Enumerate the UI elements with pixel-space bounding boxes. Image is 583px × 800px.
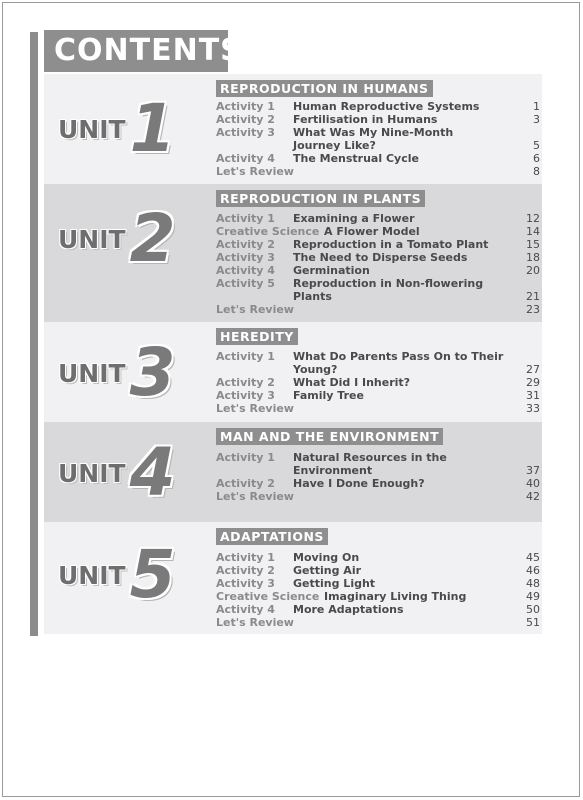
toc-entry[interactable] [216,126,540,152]
unit-number: 5 [129,536,176,613]
unit-label [58,334,176,411]
left-accent-bar [30,32,38,636]
toc-entry[interactable] [216,152,540,165]
page-title: CONTENTS [44,30,228,72]
unit-label [58,90,176,167]
unit-entries [216,551,540,629]
entry-title-line: Environment [293,464,373,477]
toc-entry[interactable] [216,113,540,126]
entry-label: Let's Review [216,303,294,316]
entry-label: Activity 2 [216,238,275,251]
unit-number: 1 [129,90,176,167]
unit-word: UNIT [58,224,126,254]
entry-title [293,477,522,490]
entry-label: Activity 2 [216,113,275,126]
entry-page-number: 50 [526,603,540,616]
entry-title [293,264,522,277]
toc-entry[interactable] [216,225,540,238]
toc-entry[interactable] [216,389,540,402]
entry-page-number: 15 [526,238,540,251]
unit-title: MAN AND THE ENVIRONMENT [216,428,443,445]
entry-title-line: A Flower Model [324,225,420,238]
entry-title [293,126,522,152]
entry-page-number: 37 [526,464,540,477]
entry-title [293,389,522,402]
entry-page-number: 42 [526,490,540,503]
entry-label: Creative Science [216,590,320,603]
unit-title: ADAPTATIONS [216,528,328,545]
toc-entry[interactable] [216,490,540,503]
entry-page-number: 1 [533,100,540,113]
entry-label: Let's Review [216,490,294,503]
entry-label: Let's Review [216,616,294,629]
unit-3-section [44,322,542,422]
unit-number: 4 [129,434,176,511]
entry-title [293,113,522,126]
entry-title-line: Fertilisation in Humans [293,113,438,126]
entry-page-number: 6 [533,152,540,165]
entry-label: Activity 1 [216,212,275,225]
entry-page-number: 3 [533,113,540,126]
entry-title [293,603,522,616]
entry-title-line: Plants [293,290,332,303]
unit-label [58,434,176,511]
unit-number: 2 [129,200,176,277]
entry-title [293,212,522,225]
entry-page-number: 46 [526,564,540,577]
entry-title [324,225,522,238]
entry-title-line: Getting Light [293,577,376,590]
entry-label: Activity 3 [216,577,275,590]
entry-label: Creative Science [216,225,320,238]
entry-title [293,100,522,113]
entry-page-number: 20 [526,264,540,277]
entry-label: Let's Review [216,165,294,178]
entry-title-line: Reproduction in a Tomato Plant [293,238,489,251]
unit-label [58,536,176,613]
unit-word: UNIT [58,114,126,144]
toc-entry[interactable] [216,264,540,277]
toc-entry[interactable] [216,551,540,564]
entry-page-number: 51 [526,616,540,629]
entry-title-line: What Did I Inherit? [293,376,411,389]
unit-entries [216,100,540,178]
entry-label: Activity 1 [216,551,275,564]
entry-title-line: Moving On [293,551,360,564]
entry-label: Activity 1 [216,100,275,113]
unit-1-section [44,74,542,184]
unit-5-section [44,522,542,634]
unit-entries [216,451,540,503]
entry-title-line: Young? [293,363,338,376]
entry-label: Activity 4 [216,152,275,165]
unit-title: REPRODUCTION IN PLANTS [216,190,425,207]
entry-title [293,251,522,264]
entry-title [293,564,522,577]
unit-label [58,200,176,277]
entry-page-number: 12 [526,212,540,225]
entry-label: Activity 3 [216,126,275,139]
unit-title: HEREDITY [216,328,298,345]
toc-entry[interactable] [216,165,540,178]
entry-page-number: 33 [526,402,540,415]
entry-page-number: 29 [526,376,540,389]
entry-title [293,238,522,251]
toc-entry[interactable] [216,402,540,415]
entry-title-line: Natural Resources in the [293,451,447,464]
entry-page-number: 49 [526,590,540,603]
entry-title-line: Journey Like? [293,139,376,152]
entry-title-line: Getting Air [293,564,362,577]
entry-label: Activity 1 [216,350,275,363]
toc-entry[interactable] [216,590,540,603]
unit-4-section [44,422,542,522]
toc-entry[interactable] [216,212,540,225]
entry-title [293,350,522,376]
entry-title-line: What Was My Nine-Month [293,126,454,139]
entry-page-number: 23 [526,303,540,316]
entry-title-line: The Need to Disperse Seeds [293,251,468,264]
unit-entries [216,212,540,316]
unit-word: UNIT [58,560,126,590]
toc-entry[interactable] [216,277,540,303]
toc-entry[interactable] [216,251,540,264]
entry-label: Activity 3 [216,389,275,402]
toc-entry[interactable] [216,564,540,577]
entry-label: Activity 1 [216,451,275,464]
entry-page-number: 45 [526,551,540,564]
toc-entry[interactable] [216,451,540,477]
entry-page-number: 21 [526,290,540,303]
entry-title-line: Reproduction in Non-flowering [293,277,484,290]
entry-title [324,590,522,603]
entry-label: Activity 5 [216,277,275,290]
entry-title-line: The Menstrual Cycle [293,152,419,165]
toc-entry[interactable] [216,577,540,590]
entry-title [293,376,522,389]
entry-title [293,152,522,165]
entry-page-number: 8 [533,165,540,178]
toc-entry[interactable] [216,616,540,629]
entry-title-line: What Do Parents Pass On to Their [293,350,504,363]
unit-word: UNIT [58,358,126,388]
entry-label: Activity 4 [216,603,275,616]
entry-title-line: Germination [293,264,370,277]
entry-title [293,277,522,303]
entry-title-line: More Adaptations [293,603,404,616]
toc-entry[interactable] [216,376,540,389]
entry-page-number: 27 [526,363,540,376]
toc-entry[interactable] [216,350,540,376]
entry-title [293,551,522,564]
entry-label: Activity 3 [216,251,275,264]
entry-title-line: Have I Done Enough? [293,477,425,490]
entry-page-number: 14 [526,225,540,238]
entry-page-number: 48 [526,577,540,590]
entry-page-number: 31 [526,389,540,402]
unit-word: UNIT [58,458,126,488]
entry-title-line: Family Tree [293,389,364,402]
unit-number: 3 [129,334,176,411]
toc-entry[interactable] [216,303,540,316]
entry-title [293,577,522,590]
entry-title [293,451,522,477]
entry-label: Activity 2 [216,477,275,490]
unit-2-section [44,184,542,322]
toc-entry[interactable] [216,100,540,113]
toc-entry[interactable] [216,477,540,490]
toc-entry[interactable] [216,238,540,251]
unit-title: REPRODUCTION IN HUMANS [216,80,433,97]
entry-label: Activity 2 [216,376,275,389]
entry-page-number: 18 [526,251,540,264]
entry-page-number: 5 [533,139,540,152]
entry-title-line: Imaginary Living Thing [324,590,467,603]
entry-label: Activity 4 [216,264,275,277]
entry-title-line: Examining a Flower [293,212,415,225]
entry-label: Let's Review [216,402,294,415]
unit-entries [216,350,540,415]
entry-title-line: Human Reproductive Systems [293,100,480,113]
entry-page-number: 40 [526,477,540,490]
entry-label: Activity 2 [216,564,275,577]
toc-entry[interactable] [216,603,540,616]
